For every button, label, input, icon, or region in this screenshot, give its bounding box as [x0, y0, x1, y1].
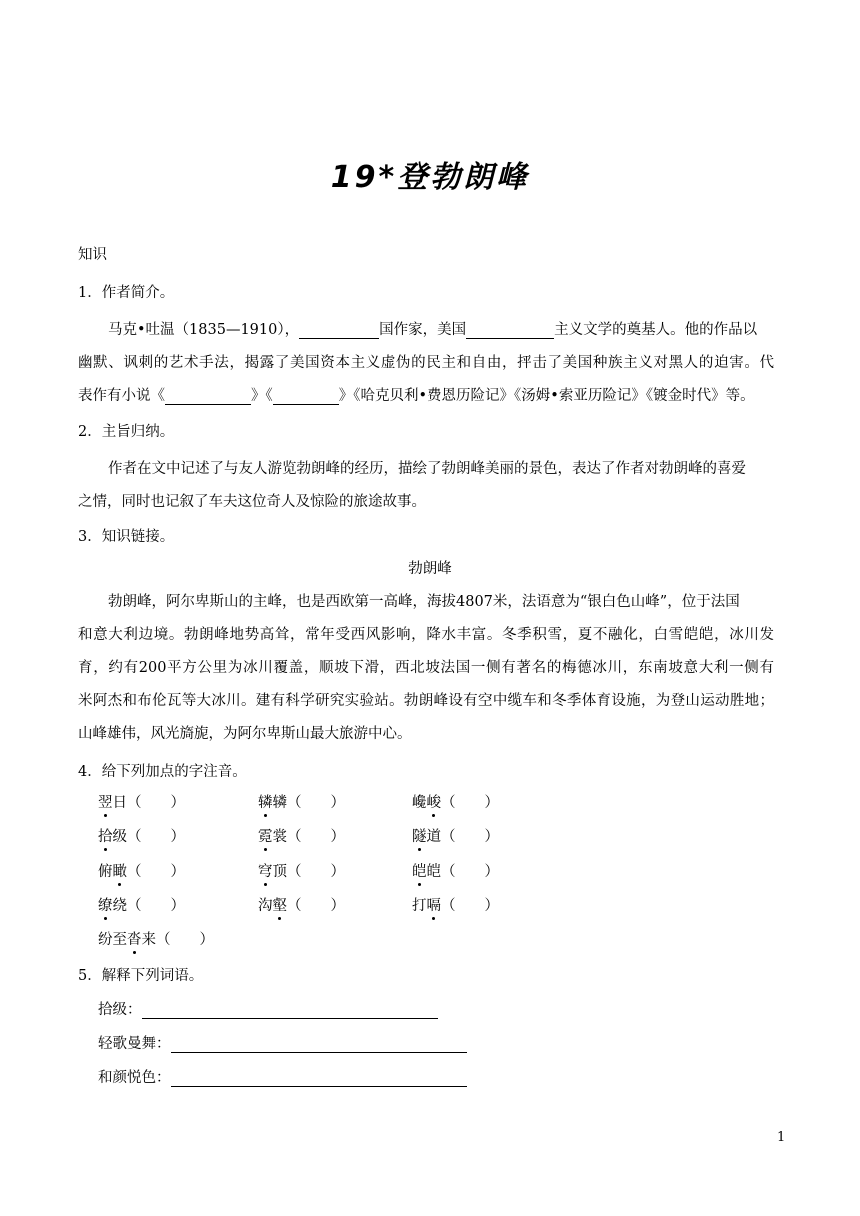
pinyin-item[interactable]: 缭绕（ ）: [98, 894, 185, 915]
blank-work-2[interactable]: [273, 388, 339, 405]
pinyin-item[interactable]: 霓裳（ ）: [258, 825, 345, 846]
q2-line-1: 作者在文中记述了与友人游览勃朗峰的经历，描绘了勃朗峰美丽的景色，表达了作者对勃朗峰的喜爱: [108, 461, 746, 477]
pinyin-item[interactable]: 打嗝（ ）: [412, 894, 499, 915]
q2-line-2: 之情，同时也记叙了车夫这位奇人及惊险的旅途故事。: [78, 494, 426, 510]
blank-work-1[interactable]: [165, 388, 251, 405]
pinyin-item[interactable]: 辚辚（ ）: [258, 791, 345, 812]
q1-text-d: 表作有小说《: [78, 388, 165, 404]
q1-text-c: 主义文学的奠基人。他的作品以: [554, 322, 758, 338]
q3-line-3: 育，约有200平方公里为冰川覆盖，顺坡下滑，西北坡法国一侧有著名的梅德冰川，东南坡意大利一侧有: [78, 660, 774, 676]
q1-line-1: [108, 318, 757, 339]
q1-text-f: 》《哈克贝利•费恩历险记》《汤姆•索亚历险记》《镀金时代》等。: [338, 388, 755, 404]
q3-line-4: 米阿杰和布伦瓦等大冰川。建有科学研究实验站。勃朗峰设有空中缆车和冬季体育设施，为登山运动胜地；: [78, 693, 774, 709]
pinyin-item[interactable]: 巉峻（ ）: [412, 791, 499, 812]
pinyin-item[interactable]: 沟壑（ ）: [258, 894, 345, 915]
blank-literature[interactable]: [466, 322, 554, 339]
pinyin-item[interactable]: 拾级（ ）: [98, 825, 185, 846]
page-title: 19*登勃朗峰: [330, 160, 530, 195]
q2-heading: 2．主旨归纳。: [78, 424, 175, 440]
answer-line[interactable]: [171, 1036, 467, 1053]
pinyin-item[interactable]: 穹顶（ ）: [258, 860, 345, 881]
q3-subtitle: 勃朗峰: [408, 561, 452, 577]
definition-row[interactable]: 轻歌曼舞：: [98, 1032, 467, 1053]
q3-line-5: 山峰雄伟，风光旖旎，为阿尔卑斯山最大旅游中心。: [78, 726, 412, 742]
answer-line[interactable]: [171, 1070, 467, 1087]
q1-line-3: [78, 384, 755, 405]
pinyin-item[interactable]: 隧道（ ）: [412, 825, 499, 846]
q3-line-1: 勃朗峰，阿尔卑斯山的主峰，也是西欧第一高峰，海拔4807米，法语意为“银白色山峰”，位于法国: [108, 594, 740, 610]
q3-heading: 3．知识链接。: [78, 529, 175, 545]
pinyin-item[interactable]: 纷至沓来（ ）: [98, 928, 214, 949]
q1-line-2: 幽默、讽刺的艺术手法，揭露了美国资本主义虚伪的民主和自由，抨击了美国种族主义对黑人的迫害。代: [78, 355, 774, 371]
pinyin-item[interactable]: 俯瞰（ ）: [98, 860, 185, 881]
definition-row[interactable]: 拾级：: [98, 998, 438, 1019]
q1-text-b: 国作家，美国: [379, 322, 467, 338]
q1-text-a: 马克•吐温（1835—1910），: [108, 322, 300, 338]
q1-heading: 1．作者简介。: [78, 285, 175, 301]
q1-text-e: 》《: [251, 388, 273, 404]
answer-line[interactable]: [142, 1002, 438, 1019]
page-number: 1: [777, 1130, 786, 1145]
pinyin-item[interactable]: 翌日（ ）: [98, 791, 185, 812]
q3-line-2: 和意大利边境。勃朗峰地势高耸，常年受西风影响，降水丰富。冬季积雪，夏不融化，白雪皑皑，冰川发: [78, 627, 774, 643]
q4-heading: 4．给下列加点的字注音。: [78, 764, 247, 780]
pinyin-item[interactable]: 皑皑（ ）: [412, 860, 499, 881]
blank-nationality[interactable]: [299, 322, 379, 339]
definition-row[interactable]: 和颜悦色：: [98, 1066, 467, 1087]
section-heading-knowledge: 知识: [78, 247, 107, 263]
q5-heading: 5．解释下列词语。: [78, 968, 204, 984]
